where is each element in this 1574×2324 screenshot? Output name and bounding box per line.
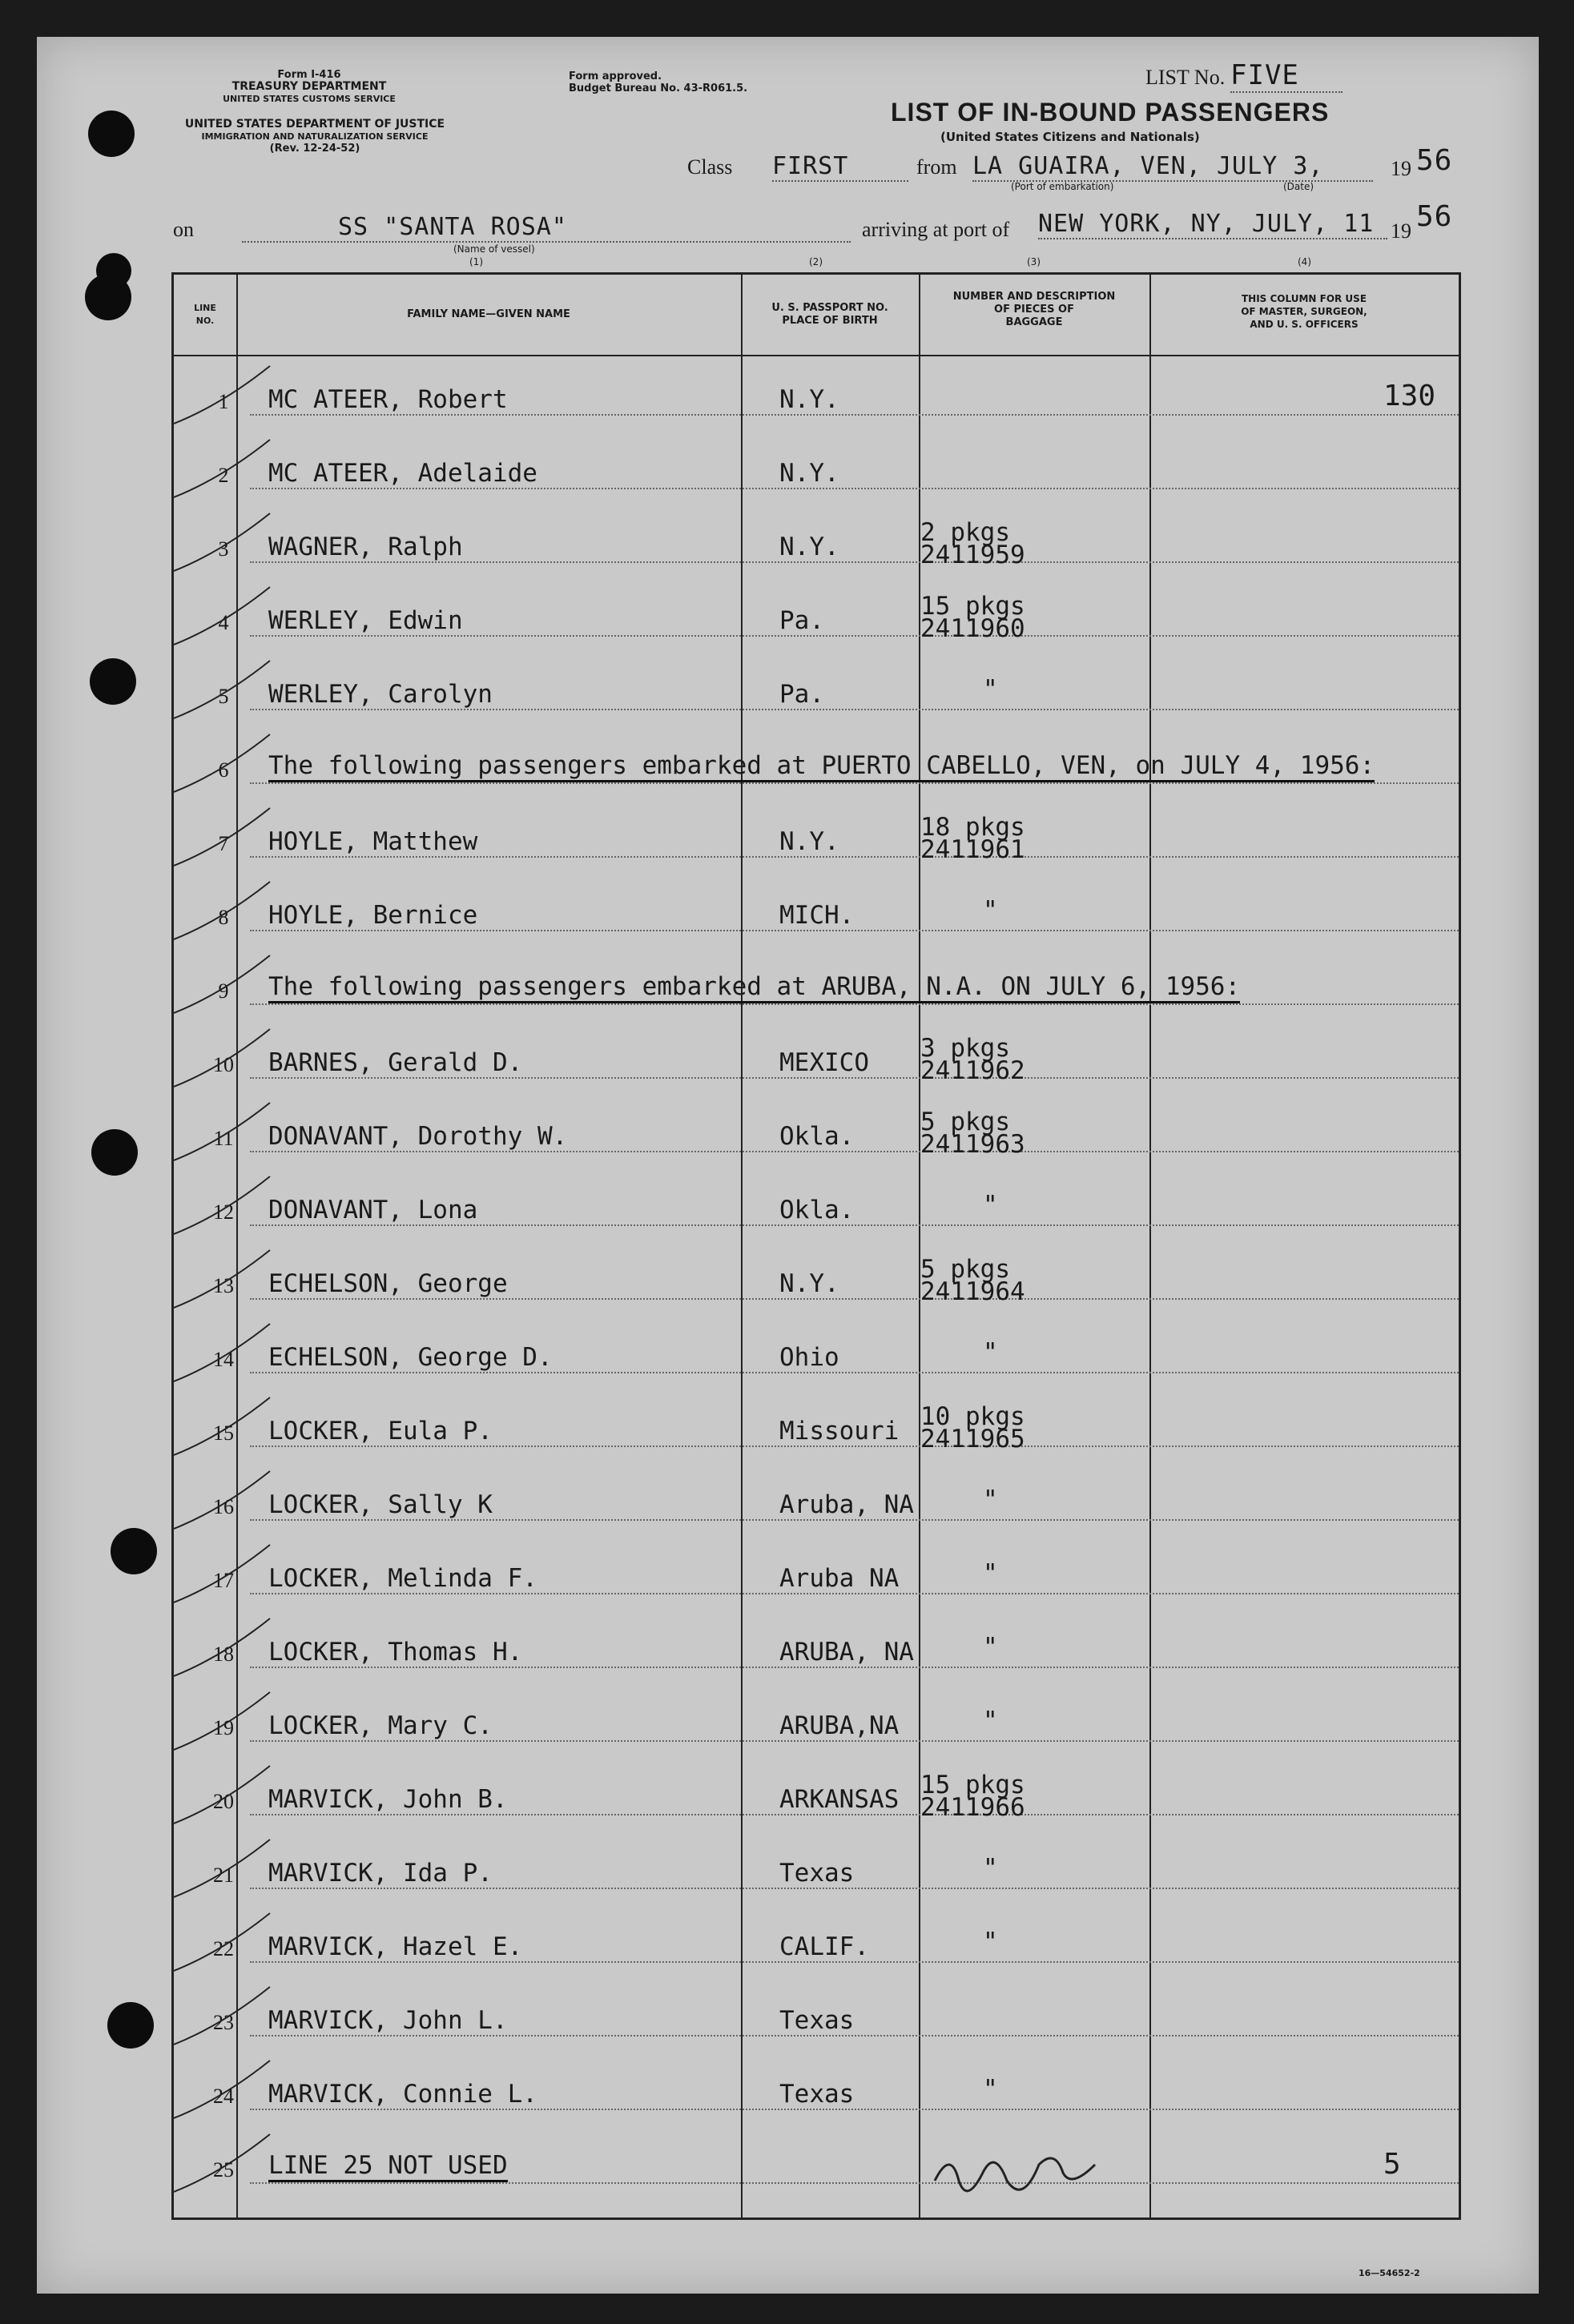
embarkation-note: LINE 25 NOT USED [268, 2151, 508, 2182]
line-number: 5 [218, 685, 229, 708]
check-mark [174, 1618, 270, 1676]
officer-notation: 5 [1383, 2148, 1401, 2181]
baggage-count: 3 pkgs [920, 1034, 1010, 1063]
check-mark [174, 661, 270, 718]
passenger-name: DONAVANT, Lona [268, 1196, 478, 1224]
ins-service: IMMIGRATION AND NATURALIZATION SERVICE [201, 131, 429, 142]
passenger-name: BARNES, Gerald D. [268, 1048, 523, 1077]
vessel-caption: (Name of vessel) [453, 243, 535, 255]
check-mark [174, 882, 270, 939]
baggage-count: " [983, 1191, 998, 1220]
baggage-count: 5 pkgs [920, 1255, 1010, 1284]
on-label: on [173, 218, 194, 241]
place-of-birth: Missouri [779, 1417, 900, 1445]
baggage-count: " [983, 2075, 998, 2104]
line-number: 22 [213, 1937, 234, 1960]
col-header-passport: U. S. PASSPORT NO. PLACE OF BIRTH [771, 302, 888, 327]
line-number: 1 [218, 390, 229, 413]
year-value-1: 56 [1416, 144, 1453, 177]
place-of-birth: N.Y. [779, 827, 839, 856]
check-mark [174, 1839, 270, 1897]
col-header-name: FAMILY NAME—GIVEN NAME [407, 308, 570, 320]
baggage-count: " [983, 675, 998, 704]
baggage-number: 2411963 [920, 1130, 1025, 1159]
passenger-name: MC ATEER, Robert [268, 385, 508, 414]
line-number: 2 [218, 464, 229, 487]
passenger-name: MARVICK, Connie L. [268, 2080, 537, 2109]
caption-1: (1) [469, 256, 483, 267]
baggage-number: 2411960 [920, 614, 1025, 643]
customs-service: UNITED STATES CUSTOMS SERVICE [223, 94, 396, 104]
place-of-birth: Texas [779, 2080, 855, 2109]
vessel-value: SS "SANTA ROSA" [242, 213, 851, 243]
line-number: 14 [213, 1348, 234, 1371]
place-of-birth: MEXICO [779, 1048, 869, 1077]
place-of-birth: Texas [779, 1859, 855, 1888]
handwritten-marks [174, 275, 1463, 2222]
place-of-birth: ARUBA,NA [779, 1711, 900, 1740]
line-number: 7 [218, 832, 229, 855]
baggage-number: 2411964 [920, 1277, 1025, 1306]
justice-block [167, 119, 463, 155]
place-of-birth: Texas [779, 2006, 855, 2035]
check-mark [174, 1692, 270, 1750]
baggage-count: " [983, 1559, 998, 1588]
line-number: 24 [213, 2085, 234, 2108]
place-of-birth: ARKANSAS [779, 1785, 900, 1814]
passenger-name: MC ATEER, Adelaide [268, 459, 537, 488]
passenger-name: HOYLE, Bernice [268, 901, 478, 930]
line-number: 21 [213, 1864, 234, 1887]
from-label: from [916, 155, 957, 179]
line-number: 16 [213, 1495, 234, 1518]
punch-hole [88, 111, 135, 157]
baggage-number: 2411961 [920, 835, 1025, 864]
passenger-name: MARVICK, John L. [268, 2006, 508, 2035]
baggage-number: 2411965 [920, 1425, 1025, 1454]
punch-hole [107, 2002, 154, 2049]
passenger-name: DONAVANT, Dorothy W. [268, 1122, 568, 1151]
baggage-count: 15 pkgs [920, 592, 1025, 621]
check-mark [174, 1324, 270, 1381]
punch-hole [111, 1528, 157, 1574]
line-number: 17 [213, 1569, 234, 1592]
place-of-birth: Pa. [779, 680, 824, 709]
year-prefix-1: 19 [1391, 157, 1411, 180]
passenger-name: ECHELSON, George D. [268, 1343, 553, 1372]
place-of-birth: N.Y. [779, 1269, 839, 1298]
place-of-birth: MICH. [779, 901, 855, 930]
date-caption: (Date) [1283, 181, 1314, 192]
line-number: 13 [213, 1274, 234, 1297]
place-of-birth: N.Y. [779, 533, 839, 561]
check-mark [174, 2134, 270, 2192]
passenger-name: WAGNER, Ralph [268, 533, 463, 561]
place-of-birth: Okla. [779, 1122, 855, 1151]
passenger-name: LOCKER, Sally K [268, 1490, 493, 1519]
from-value: LA GUAIRA, VEN, JULY 3, [972, 152, 1373, 182]
place-of-birth: Aruba, NA [779, 1490, 914, 1519]
place-of-birth: Okla. [779, 1196, 855, 1224]
line-number: 11 [213, 1127, 234, 1150]
baggage-count: " [983, 1854, 998, 1883]
check-mark [174, 734, 270, 792]
caption-2: (2) [809, 256, 823, 267]
place-of-birth: ARUBA, NA [779, 1638, 914, 1667]
form-id-block [173, 69, 445, 105]
check-mark [174, 1397, 270, 1455]
form-title: LIST OF IN-BOUND PASSENGERS [891, 98, 1330, 127]
approval-block [569, 70, 747, 94]
justice-dept: UNITED STATES DEPARTMENT OF JUSTICE [184, 118, 445, 131]
place-of-birth: Aruba NA [779, 1564, 900, 1593]
place-of-birth: Pa. [779, 606, 824, 635]
line-number: 25 [213, 2158, 234, 2181]
officer-notation: 130 [1383, 380, 1436, 412]
check-mark [174, 1029, 270, 1087]
arriving-value: NEW YORK, NY, JULY, 11 [1038, 210, 1387, 239]
passenger-name: LOCKER, Melinda F. [268, 1564, 537, 1593]
check-mark [174, 1545, 270, 1602]
line-number: 20 [213, 1790, 234, 1813]
embarkation-note: The following passengers embarked at ARUBA, N.A. ON JULY 6, 1956: [268, 972, 1240, 1003]
check-mark [174, 1987, 270, 2045]
passenger-name: HOYLE, Matthew [268, 827, 478, 856]
check-mark [174, 1250, 270, 1308]
form-number: Form I-416 [277, 69, 341, 81]
passenger-name: MARVICK, John B. [268, 1785, 508, 1814]
place-of-birth: Ohio [779, 1343, 839, 1372]
line-number: 3 [218, 537, 229, 561]
punch-hole [90, 658, 136, 705]
class-value: FIRST [772, 152, 908, 182]
place-of-birth: N.Y. [779, 385, 839, 414]
line-number: 23 [213, 2011, 234, 2034]
footer-code: 16—54652-2 [1359, 2268, 1420, 2278]
budget-bureau: Budget Bureau No. 43-R061.5. [569, 82, 748, 94]
punch-hole [96, 253, 131, 288]
line-number: 8 [218, 906, 229, 929]
baggage-count: " [983, 1928, 998, 1956]
check-mark [174, 955, 270, 1013]
line-number: 4 [218, 611, 229, 634]
port-caption: (Port of embarkation) [1011, 181, 1114, 192]
line-number: 10 [213, 1053, 234, 1076]
line-number: 19 [213, 1716, 234, 1739]
col-header-baggage: NUMBER AND DESCRIPTION OF PIECES OF BAGGAGE [952, 291, 1116, 328]
baggage-count: 18 pkgs [920, 813, 1025, 842]
baggage-count: " [983, 1338, 998, 1367]
signature-scrawl [935, 2158, 1095, 2191]
baggage-count: 5 pkgs [920, 1108, 1010, 1136]
place-of-birth: CALIF. [779, 1932, 869, 1961]
check-mark [174, 1766, 270, 1823]
arriving-label: arriving at port of [862, 218, 1010, 241]
line-number: 12 [213, 1200, 234, 1224]
passenger-name: LOCKER, Thomas H. [268, 1638, 523, 1667]
punch-hole [91, 1129, 138, 1176]
list-number-label: LIST No. [1145, 66, 1226, 89]
caption-3: (3) [1027, 256, 1041, 267]
passenger-name: ECHELSON, George [268, 1269, 508, 1298]
baggage-number: 2411959 [920, 541, 1025, 569]
passenger-name: WERLEY, Carolyn [268, 680, 493, 709]
check-mark [174, 808, 270, 866]
baggage-count: " [983, 1486, 998, 1514]
check-mark [174, 2061, 270, 2118]
list-number-value: FIVE [1230, 59, 1343, 93]
check-mark [174, 1176, 270, 1234]
baggage-count: " [983, 1707, 998, 1735]
treasury-dept: TREASURY DEPARTMENT [231, 80, 387, 93]
caption-4: (4) [1298, 256, 1311, 267]
place-of-birth: N.Y. [779, 459, 839, 488]
baggage-count: 10 pkgs [920, 1402, 1025, 1431]
check-mark [174, 1913, 270, 1971]
revision-date: (Rev. 12-24-52) [269, 143, 360, 155]
passenger-name: MARVICK, Ida P. [268, 1859, 493, 1888]
baggage-count: " [983, 1633, 998, 1662]
passenger-name: LOCKER, Mary C. [268, 1711, 493, 1740]
passenger-name: MARVICK, Hazel E. [268, 1932, 523, 1961]
check-mark [174, 513, 270, 571]
baggage-count: 15 pkgs [920, 1771, 1025, 1799]
col-header-line-no: LINE NO. [194, 303, 216, 326]
form-subtitle: (United States Citizens and Nationals) [940, 130, 1200, 144]
check-mark [174, 1471, 270, 1529]
line-number: 15 [213, 1421, 234, 1445]
line-number: 9 [218, 979, 229, 1003]
col-header-officers: THIS COLUMN FOR USE OF MASTER, SURGEON, AND U. S. OFFICERS [1241, 293, 1367, 330]
check-mark [174, 587, 270, 645]
baggage-count: " [983, 896, 998, 925]
check-mark [174, 440, 270, 497]
class-label: Class [687, 155, 733, 179]
form-approved: Form approved. [569, 70, 662, 82]
baggage-number: 2411962 [920, 1056, 1025, 1085]
year-prefix-2: 19 [1391, 219, 1411, 243]
baggage-number: 2411966 [920, 1793, 1025, 1822]
embarkation-note: The following passengers embarked at PUERTO CABELLO, VEN, on JULY 4, 1956: [268, 751, 1375, 782]
check-mark [174, 1103, 270, 1160]
baggage-count: 2 pkgs [920, 518, 1010, 547]
passenger-name: WERLEY, Edwin [268, 606, 463, 635]
passenger-table [171, 272, 1461, 2220]
year-value-2: 56 [1416, 200, 1453, 233]
line-number: 18 [213, 1642, 234, 1666]
line-number: 6 [218, 758, 229, 782]
passenger-name: LOCKER, Eula P. [268, 1417, 493, 1445]
check-mark [174, 366, 270, 424]
